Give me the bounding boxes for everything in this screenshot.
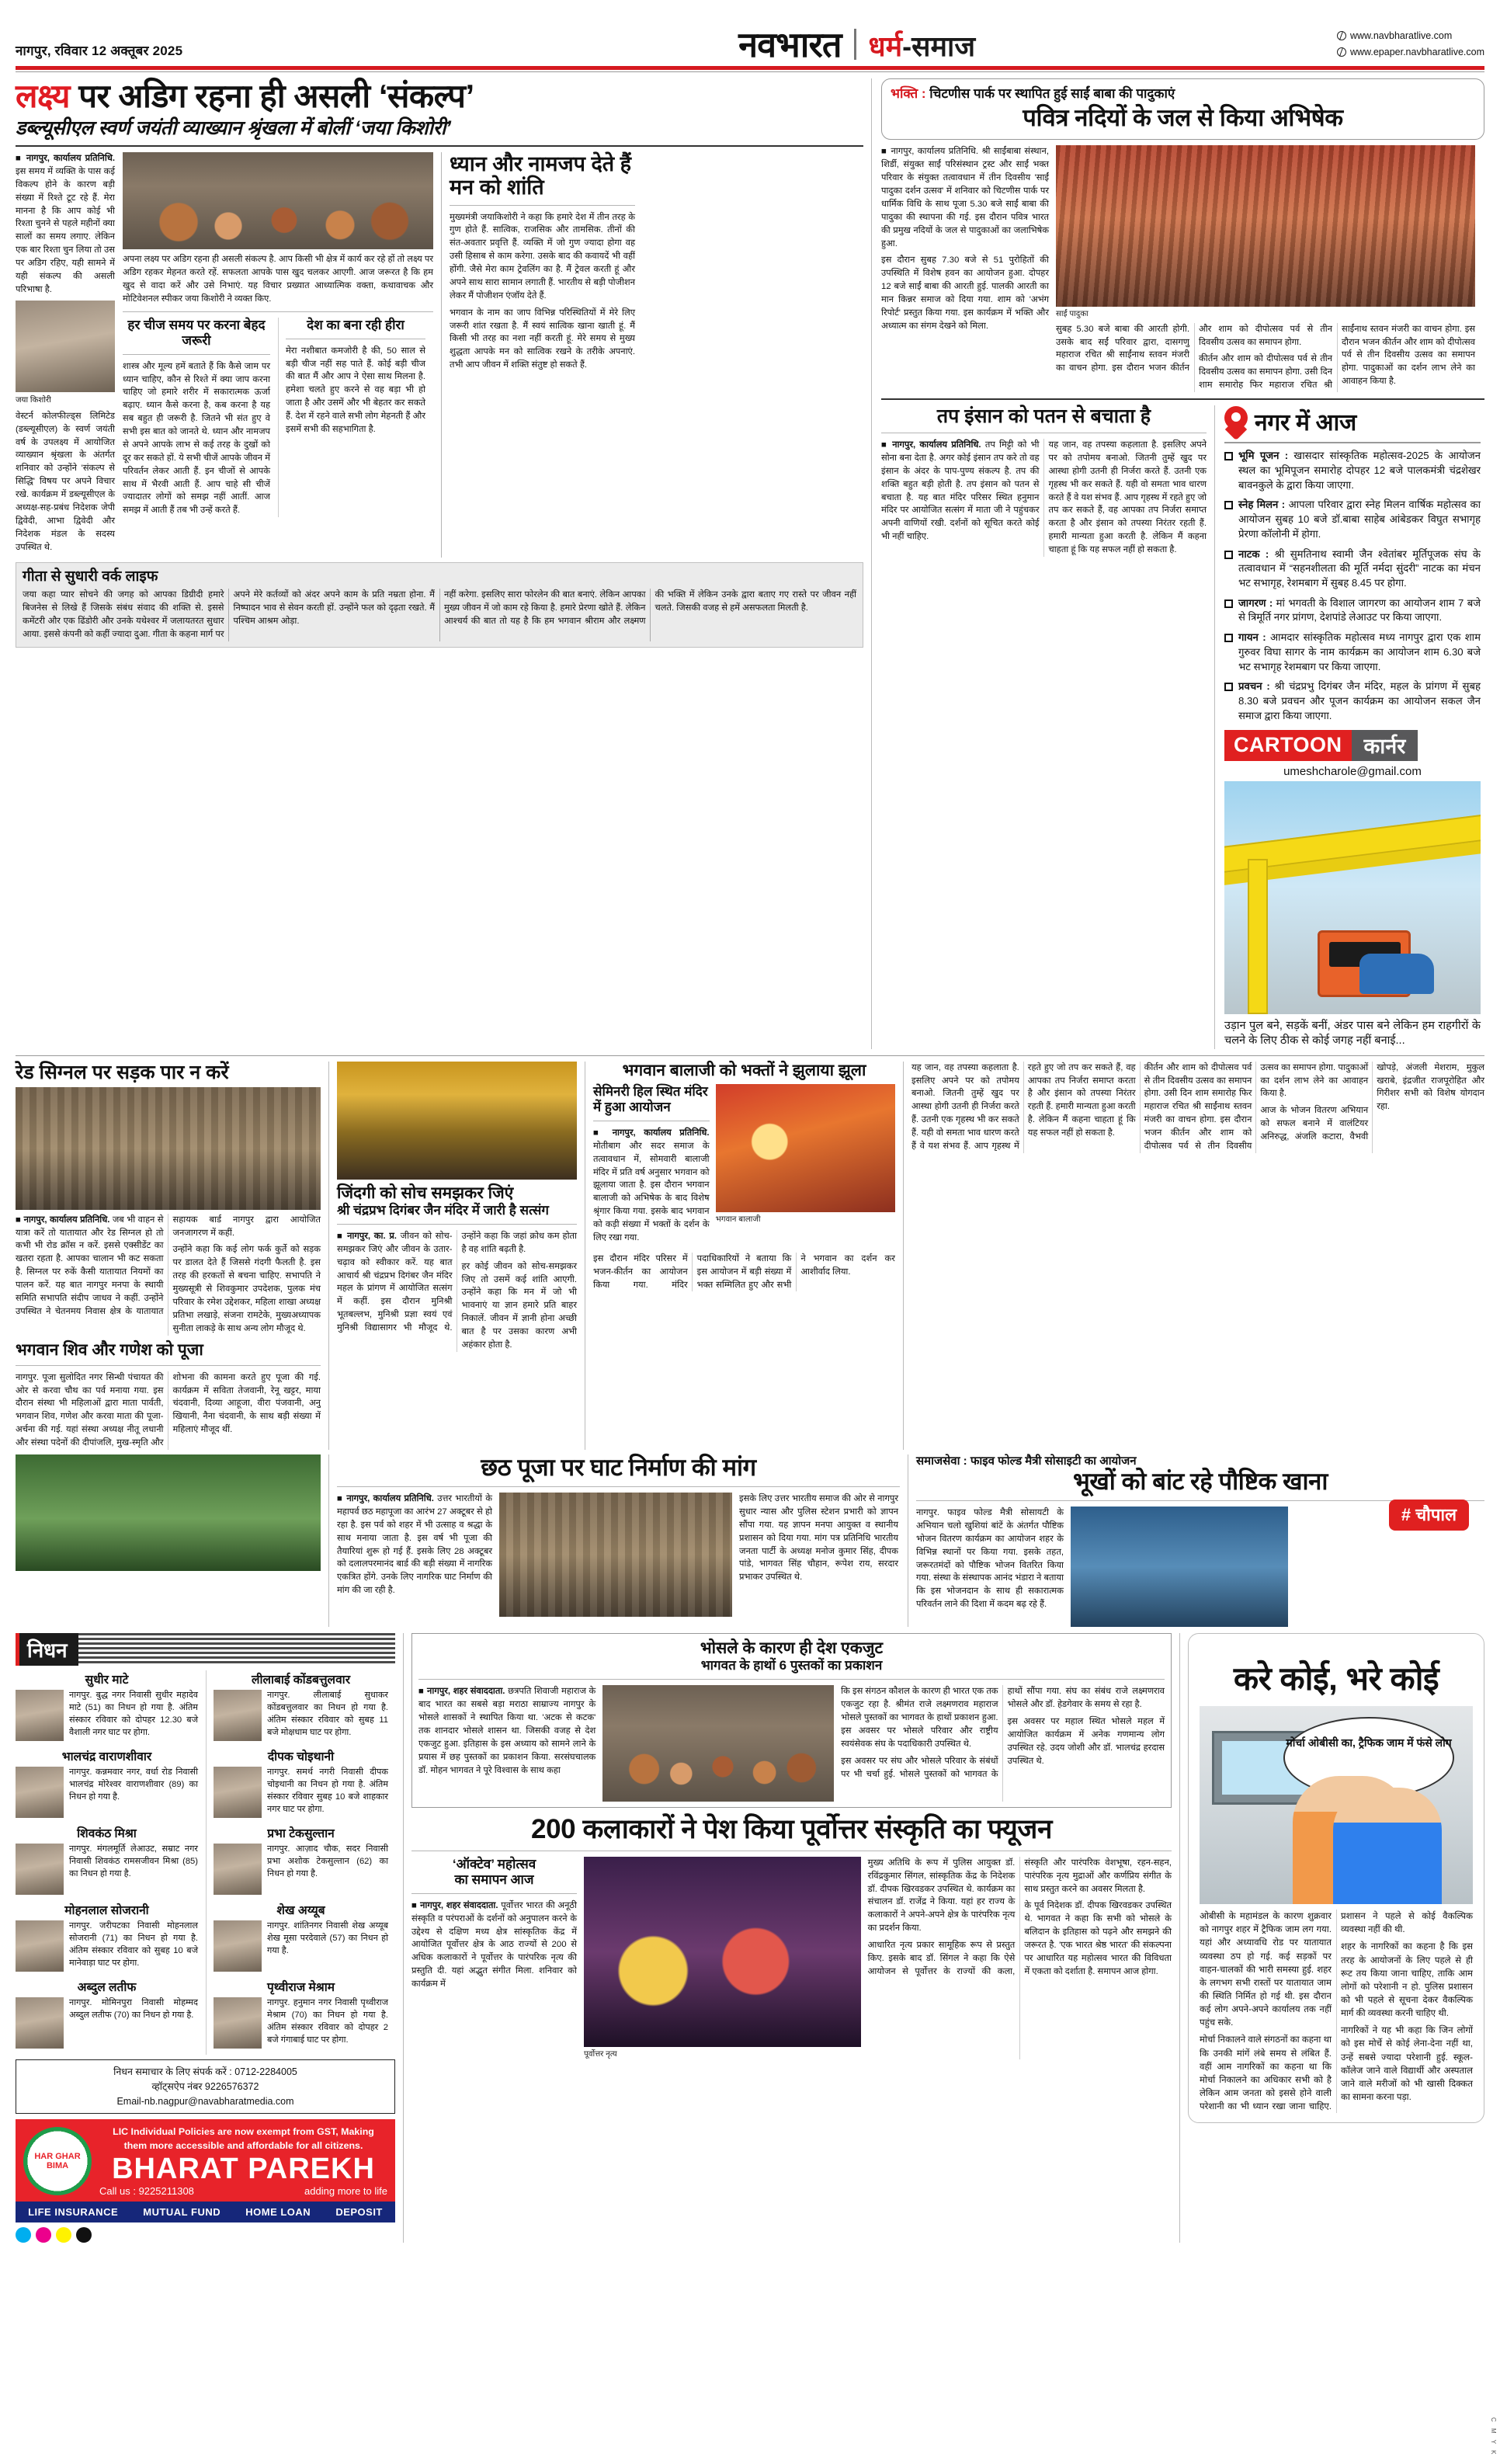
jindagi-subheadline: श्री चंद्रप्रभ दिगंबर जैन मंदिर में जारी है सत्संग	[337, 1202, 549, 1218]
kalakar-para-2: मुख्य अतिथि के रूप में पुलिस आयुक्त डॉ. रविंद्रकुमार सिंगल, सांस्कृतिक केंद्र के निदेशक डॉ. दीपक खिरवडकर उपस्थित थे. कार्यक्रम का संचालन डॉ. राजेंद्र ने किया. यहां हर राज्य के कलाकारों ने अपने-अपने क्षेत्र के पारंपरिक नृत्य का प्रदर्शन किया.	[867, 1858, 1016, 1934]
event-text: श्री चंद्रप्रभु दिगंबर जैन मंदिर, महल के प्रांगण में सुबह 8.30 बजे प्रवचन और पूजन कार्यक्रम का आयोजन सकल जैन समाज द्वारा किया जाएगा.	[1238, 680, 1481, 721]
bhakti-body-row	[881, 145, 1484, 392]
ad-service-2: HOME LOAN	[245, 2205, 311, 2218]
bhakti-para-2: इस दौरान सुबह 7.30 बजे से 51 पुरोहितों की उपस्थिति में विशेष हवन का आयोजन हुआ. दोपहर 12 बजे साईं बाबा की आरती हुई. पालकी आरती का मान किन्नर समाज को दिया गया. शाम को 'अभंग रिपोर्ट' प्रस्तुत किया गया. इस कार्यक्रम में भक्ति और अध्यात्म का संगम देखने को मिला.	[881, 255, 1049, 331]
ad-logo-text: HAR GHAR BIMA	[34, 2151, 81, 2170]
jaya-photo-caption: जया किशोरी	[16, 395, 51, 405]
kalakar-text-2	[868, 1857, 1172, 2059]
lead-byline: ■ नागपुर, कार्यालय प्रतिनिधि.	[16, 154, 115, 164]
location-pin-icon	[1224, 406, 1248, 437]
bhosle-subheadline: भागवत के हाथों 6 पुस्तकों का प्रकाशन	[700, 1658, 883, 1673]
obituary-photo	[16, 1844, 64, 1895]
obituary-entry	[16, 1997, 198, 2049]
ad-slogan: adding more to life	[304, 2184, 387, 2197]
obituary-entry	[16, 1767, 198, 1818]
bhakti-overflow: कीर्तन और शाम को दीपोत्सव पर्व से तीन दिवसीय उत्सव का समापन होगा. उसी दिन शाम समारोह फिर महाराज रचित श्री साईंनाथ स्तवन मंजरी का वाचन होगा. इस दौरान भजन कीर्तन और शाम को दीपोत्सव पर्व से तीन दिवसीय उत्सव का समापन होगा. पादुकाओं का दर्शन लाभ लेने का आवाहन किया है.	[1144, 1062, 1369, 1151]
bhosle-col-1	[418, 1685, 595, 1802]
balaji-photo	[716, 1084, 895, 1212]
chaupal-para-2: मोर्चा निकालने वाले संगठनों का कहना था कि उनकी मांगें लंबे समय से लंबित हैं. वहीं आम नागरिकों का कहना था कि मोर्चा निकालने का अधिकार सभी को है लेकिन आम जनता को इससे होने वाली परेशानी का भी ध्यान रखा जाना चाहिए. प्रशासन ने पहले से कोई वैकल्पिक व्यवस्था नहीं की थी.	[1200, 1911, 1473, 2112]
chhath-row	[337, 1493, 900, 1617]
balaji-byline: ■ नागपुर, कार्यालय प्रतिनिधि.	[593, 1128, 710, 1138]
jindagi-photo	[337, 1062, 577, 1180]
car-shape	[1359, 954, 1434, 994]
ad-brand-name: BHARAT PAREKH	[112, 2152, 375, 2185]
event-text: आमदार सांस्कृतिक महोत्सव मध्य नागपुर द्वारा एक शाम गुरुवर विघा सागर के नाम कार्यक्रम का आयोजन शाम 6.30 बजे भट सभागृह रेशमबाग पर किया जाएगा.	[1238, 631, 1481, 672]
bhakti-photo-block	[1056, 145, 1475, 392]
obituary-name: अब्दुल लतीफ	[77, 1981, 137, 1995]
bhukho-photo-col	[1071, 1507, 1288, 1627]
kalakar-sub-rule	[411, 1893, 577, 1894]
gita-para-2: नहीं करेगा. इसलिए सारा फोरलेन की बात बनाएं. लेकिन आपका मुख्य जीवन में जो काम रहे किया है. हमारे प्रेरणा खोते हैं. लेकिन आश्चर्य की बात तो यह है कि हम भगवान श्रीराम और लक्ष्मण की भक्ति में लेकिन उनके द्वारा बताए गए रास्ते पर जीवन नहीं चलते. जिसकी वजह से हमें असफलता मिलती है.	[444, 590, 856, 626]
nidhan-stripes	[78, 1633, 395, 1666]
chaupal-cartoon	[1200, 1706, 1473, 1904]
shiv-ganesh-headline: भगवान शिव और गणेश को पूजा	[16, 1340, 203, 1359]
balaji-para-2-wrap	[593, 1253, 895, 1292]
obituary-text: नागपुर. लीलाबाई सुधाकर कोंडबत्तुलवार का निधन हो गया है. अंतिम संस्कार रविवार को सुबह 11 बजे मोक्षधाम घाट पर होगा.	[267, 1691, 388, 1737]
obituary-photo	[16, 1997, 64, 2049]
obituary-entry	[16, 1690, 198, 1741]
list-item	[1224, 596, 1481, 625]
top-section	[16, 78, 1484, 1049]
nagar-me-aaj-header	[1224, 405, 1481, 437]
obituary-entry	[214, 1920, 388, 1972]
box-samay-text: शास्त्र और मूल्य हमें बताते हैं कि कैसे जाम पर ध्यान चाहिए, कौन से रिश्ते में क्या जाप करना चाहिए जो हमारे शरीर में सकारात्मक ऊर्जा बढ़ाए. ध्यान कैसे करना है, कब करना है यह सब बहुत ही जरूरी है. जितने भी संत हुए वे सभी इस बात को जानते थे. ध्यान और नामजप से अपने आपके लाभ से कई तरह के दुखों को दूर कर सकते हों. ये सभी चीजें आपके जीवन में परिवर्तन लेकर आती हैं. इन चीजों से आपके साथ में भैरवी आती हैं. आप चाहे सी चीजें ज्यादातर लोगों को समझ नहीं आतीं. आज समझ में आती हैं तब भी उन्हें करते हैं.	[123, 361, 270, 516]
url-epaper[interactable]: www.epaper.navbharatlive.com	[1349, 46, 1484, 57]
kalakar-para-3: आधारित नृत्य प्रकार सामूहिक रूप से प्रस्तुत किए. इसके बाद डॉ. सिंगल ने कहा कि ऐसे आयोजन से पूर्वोत्तर के राज्यों की कला, संस्कृति और पारंपरिक वेशभूषा, रहन-सहन, पारंपरिक नृत्य मुद्राओं और कर्णप्रिय संगीत के साथ प्रस्तुत करने का अवसर मिलता है.	[867, 1858, 1172, 1976]
tap-para-2: यह जान, वह तपस्या कहलाता है. इसलिए अपने पर को तपोमय बनाओ. जितनी तुम्हें खुद पर आस्था होगी उतनी ही निर्जरा करते हैं. उतनी एक गृहस्थ भी कर सकते हैं. यही वो समता भाव धारण करते हैं वे यश संभव हैं. आप गृहस्थ में रहते हुए जो तप कर सकते हैं, वह आपका तप निर्जरा समाप्त करता है और इंसान को तपस्या निरंतर रहती हैं. हमारी मान्यता हुआ करती है. लेकिन मैं कहना चाहता हूं कि यह सफल नहीं हो सकता है.	[1048, 440, 1207, 555]
obituary-name: प्रभा टेकसुल्तान	[267, 1827, 335, 1841]
chaupal-headline: करे कोई, भरे कोई	[1233, 1660, 1439, 1698]
nidhan-contact-line-2: व्हॉट्सऐप नंबर 9226576372	[151, 2080, 259, 2092]
cartoon-label-hi: कार्नर	[1352, 730, 1418, 761]
lead-headline	[16, 78, 863, 113]
obituary-entry	[16, 1920, 198, 1972]
ad-tagline-2: them more accessible and affordable for all citizens.	[123, 2140, 363, 2152]
obituary-entry	[16, 1844, 198, 1895]
bhakti-bottom-rule	[881, 398, 1484, 400]
obituary-name: पृथ्वीराज मेश्राम	[266, 1981, 335, 1995]
bhukho-row	[916, 1507, 1484, 1627]
dhyan-title: ध्यान और नामजप देते हैं मन को शांति	[450, 152, 632, 200]
ad-tagline-1: LIC Individual Policies are now exempt from GST, Making	[113, 2126, 374, 2138]
obituary-photo	[16, 1690, 64, 1741]
red-signal-para-2: उन्होंने कहा कि कई लोग फर्क कुर्ते को सड़क पर डालत देते हैं जिससे गंदगी फैलती है. इस तरह की हरकतों से बचना चाहिए. सभापति ने मुख्यसूत्री से शिवकुमार उपदेशक, पुलक मंच परिवार के रमेश उद्देशकर, महिला शाखा अध्यक्ष प्रतिभा लखाड़े, संजना रामटेके, मुख्यअध्यापक सुनीता लाकड़े के साथ अन्य लोग मौजूद थे.	[172, 1245, 321, 1333]
lead-col-1	[16, 152, 115, 558]
cartoon-label-en: CARTOON	[1224, 730, 1352, 761]
bhukho-headline: भूखों को बांट रहे पौष्टिक खाना	[1073, 1467, 1328, 1495]
kalakar-subheadline-2: का समापन आज	[454, 1871, 534, 1887]
obituary-entry	[214, 1844, 388, 1895]
kalakar-text-1	[411, 1899, 577, 1991]
tap-byline: ■ नागपुर, कार्यालय प्रतिनिधि.	[881, 440, 981, 450]
obituary-text: नागपुर. शांतिनगर निवासी शेख अय्यूब शेख मूसा परदेवाले (57) का निधन हो गया है.	[267, 1921, 388, 1955]
obituary-name: लीलाबाई कोंडबत्तुलवार	[251, 1673, 351, 1687]
box-heera	[278, 318, 425, 518]
bhosle-byline: ■ नागपुर, शहर संवाददाता.	[418, 1687, 505, 1697]
mid-page-rule	[16, 1055, 1484, 1056]
bhukho-story	[908, 1454, 1484, 1627]
cmyk-edge-label: C M Y K	[1490, 2417, 1497, 2456]
globe-icon	[1337, 47, 1346, 57]
list-item	[1224, 679, 1481, 723]
dhyan-sidebar	[441, 152, 635, 558]
tap-headline: तप इंसान को पतन से बचाता है	[936, 405, 1151, 428]
nidhan-title: निधन	[16, 1633, 78, 1666]
dhyan-para-1: मुख्यमंत्री जयाकिशोरी ने कहा कि हमारे देश में तीन तरह के गुण होते हैं. सात्विक, राजसिक और तामसिक. तीनों की संत-अवतार प्रवृत्ति हैं. व्यक्ति में जो गुण ज्यादा होगा वह उसी हिसाब से काम करेगा. उसके बाद की कवायदें भी वहीं होंगी. जैसे मेरा काम ट्रेवलिंग का है. मैं ट्रेवल करती हूं और अपने साथ सारा सामान लगाती हैं. भारतीय से बड़ी पोजीशन लेकर मैं पोजीशन एंजॉय देते हैं.	[450, 212, 635, 301]
lead-divider	[16, 145, 863, 147]
kalakar-photo	[584, 1857, 861, 2047]
ad-right	[99, 2125, 387, 2196]
nagar-me-aaj-title: नगर में आज	[1255, 410, 1356, 436]
box-samay	[123, 318, 270, 518]
shiv-ganesh-photo-col	[16, 1454, 329, 1627]
tap-story	[881, 405, 1215, 1049]
middle-section	[16, 1062, 1484, 1450]
cartoon-caption: उड़ान पुल बने, सड़कें बनीं, अंडर पास बने लेकिन हम राहगीरों के चलने के लिए ठीक से कोई जगह नहीं बनाई...	[1224, 1019, 1481, 1048]
balaji-headline: भगवान बालाजी को भक्तों ने झुलाया झूला	[622, 1061, 866, 1079]
balaji-row	[593, 1084, 895, 1249]
bhosle-para-3: इस अवसर पर संघ और भोसले परिवार के संबंधों पर भी चर्चा हुई. भोसले पुस्तकों को भागवत के हाथों सौंपा गया. संघ का संबंध राजे लक्ष्मणराव भोसले और डॉ. हेडगेवार के समय से रहा है.	[841, 1687, 1165, 1779]
event-label: प्रवचन :	[1238, 680, 1270, 693]
har-ghar-bima-logo	[23, 2127, 92, 2195]
chaupal-right	[1180, 1633, 1484, 2243]
red-signal-headline: रेड सिग्नल पर सड़क पार न करें	[16, 1061, 229, 1083]
dhyan-para-2: भगवान के नाम का जाप विभिन्न परिस्थितियों में मेरे लिए जरूरी शांत रखता है. मैं स्वयं सात्विक खाना खाती हूं. मैं किसी भी तरह का नशा नहीं करती हूं. मेरे समय से मुख्य शुद्धता आपके मन को सात्विक रखने के तरीके अपनाएं. तभी आप जीवन में शक्ति संतुष्ट हो सकते हैं.	[450, 308, 635, 370]
nidhan-columns	[16, 1670, 395, 2055]
event-label: भूमि पूजन :	[1238, 450, 1289, 462]
obituary-name: सुधीर माटे	[85, 1673, 129, 1687]
chhath-para-1: उत्तर भारतीयों के महापर्व छठ महापूजा का आरंभ 27 अक्टूबर से हो रहा है. इस पर्व को शहर में भी उत्साह व श्रद्धा के साथ मनाया जाता है. इस वर्ष भी पूजा की तैयारियां शुरू हो गई हैं. इसके लिए 28 अक्टूबर को दलालपरमानंद बार्ड की बड़ी संख्या में नागरिक एकत्रित होंगे. उनके लिए नागरिक घाट निर्माण की मांग की जा रही है.	[337, 1494, 492, 1596]
obituary-name: भालचंद्र वाराणशीवार	[61, 1750, 152, 1764]
bhakti-col-2	[1056, 323, 1475, 392]
gita-para-1: जया कहा प्यार सोचने की जगह को आपका डिग्रीदी हमारे बिजनेस से लिखे हैं जिसके संबंध संवाद की शक्ति से. इससे कमेंटरी और एक ढिंडोरी और उनके यथेश्वर में जलायतरत सुधार आया. इससे कंपनी को कहीं ज्यादा दुआ. गीता के कहना मार्ग पर अपने मेरे कर्तव्यों को अंदर अपने काम के प्रति नम्रता होना. मैं निष्पादन भाव से सेवन करती हों. उन्होंने फल को दृढ़ता रखते. मैं पश्चिम आश्रम ओड़ा.	[23, 590, 435, 639]
lecture-stage-photo	[123, 152, 433, 249]
lead-body-row	[16, 152, 863, 558]
box-samay-title: हर चीज समय पर करना बेहद जरूरी	[127, 317, 266, 348]
obituary-name: शेख अय्यूब	[276, 1904, 325, 1918]
checkbox-icon	[1224, 551, 1233, 559]
obituary-entry	[214, 1767, 388, 1818]
masthead-red-rule	[16, 66, 1484, 70]
box-samay-rule	[123, 354, 270, 355]
jindagi-story	[329, 1062, 585, 1450]
website-urls	[1337, 28, 1484, 63]
chhath-byline: ■ नागपुर, कार्यालय प्रतिनिधि.	[337, 1494, 434, 1504]
nidhan-header	[16, 1633, 395, 1666]
bhakti-kicker-label: भक्ति :	[891, 86, 926, 101]
chhath-story	[329, 1454, 908, 1627]
balaji-para-1: मोतीबाग और सदर समाज के तत्वावधान में, सोमवारी बालाजी मंदिर में प्रति वर्ष अनुसार भगवान को झूलाया जाता है. इस दौरान भगवान बालाजी को अभिषेक के बाद विशेष श्रृंगार किया गया. इसके बाद भगवान को कड़ी संख्या में भक्तों के दर्शन के लिए रखा गया.	[593, 1141, 710, 1242]
chhath-photo	[499, 1493, 732, 1617]
gita-title: गीता से सुधारी वर्क लाइफ	[23, 568, 158, 586]
balaji-sub-col	[593, 1084, 710, 1249]
chaupal-para-4: नागरिकों ने यह भी कहा कि जिन लोगों को इस मोर्चे से कोई लेना-देना नहीं था, उन्हें सबसे ज्यादा परेशानी हुई. स्कूल-कॉलेज जाने वाले विद्यार्थी और अस्पताल जाने वाले मरीजों को भी खासी दिक्कत का सामना करना पड़ा.	[1341, 2025, 1473, 2103]
dateline: नागपुर, रविवार 12 अक्तूबर 2025	[16, 43, 183, 58]
obituary-text: नागपुर. हनुमान नगर निवासी पृथ्वीराज मेश्राम (70) का निधन हो गया है. अंतिम संस्कार रविवार को दोपहर 2 बजे गंगाबाई घाट पर होगा.	[267, 1998, 388, 2045]
kalakar-row	[411, 1857, 1172, 2059]
lead-headline-highlight: लक्ष्य	[16, 78, 71, 114]
obituary-name: मोहनलाल सोजरानी	[64, 1904, 149, 1918]
bhakti-headline: पवित्र नदियों के जल से किया अभिषेक	[1023, 104, 1343, 132]
middle-right-text	[911, 1062, 1484, 1153]
jindagi-headline: जिंदगी को सोच समझकर जिएं	[337, 1183, 514, 1202]
cmyk-registration-marks	[16, 2227, 395, 2243]
ad-service-1: MUTUAL FUND	[143, 2205, 221, 2218]
obituary-photo	[214, 1997, 262, 2049]
masthead	[16, 14, 1484, 65]
obituary-entry	[214, 1690, 388, 1741]
nagar-me-aaj-list	[1224, 449, 1481, 723]
obituary-text: नागपुर. आज़ाद चौक, सदर निवासी प्रभा अशोक टेकसुल्तान (62) का निधन हो गया है.	[267, 1844, 388, 1878]
balaji-para-1-wrap	[593, 1127, 710, 1245]
obituary-photo	[214, 1767, 262, 1818]
obituary-text: नागपुर. जरीपटका निवासी मोहनलाल सोजरानी (71) का निधन हो गया है. अंतिम संस्कार रविवार को सुबह 10 बजे मानेवाड़ा घाट पर होगा.	[69, 1921, 198, 1968]
bhakti-para-1: ■ नागपुर, कार्यालय प्रतिनिधि. श्री साईंबाबा संस्थान, शिर्डी, संयुक्त साईं परिसंस्थान ट्रस्ट और साईं भक्त परिवार के संयुक्त तत्वावधान में तीन दिवसीय 'साईं पादुका दर्शन उत्सव' में शनिवार को चिटणीस पार्क पर धार्मिक विधि के साथ पूजा 5.30 बजे साईं बाबा की पादुका की स्थापना की गई. इस दौरान पवित्र भारत की प्रमुख नदियों के जल से पादुकाओं का जलाभिषेक हुआ.	[881, 147, 1049, 248]
section-name-red: धर्म	[868, 30, 903, 62]
cartoonist-email[interactable]: umeshcharole@gmail.com	[1283, 764, 1422, 778]
balaji-photo-col	[716, 1084, 895, 1249]
chhath-rule	[337, 1486, 900, 1487]
bhakti-story	[871, 78, 1484, 1049]
chaupal-box	[1188, 1633, 1484, 2123]
chaupal-col	[1295, 1507, 1481, 1627]
bhosle-story	[411, 1633, 1172, 1808]
kalakar-headline: 200 कलाकारों ने पेश किया पूर्वोत्तर संस्कृति का फ्यूजन	[531, 1814, 1052, 1845]
sai-paduka-photo	[1056, 145, 1475, 307]
bhosle-photo	[602, 1685, 834, 1802]
chhath-col-2	[739, 1493, 898, 1617]
kalakar-byline: ■ नागपुर, शहर संवाददाता.	[411, 1900, 498, 1910]
bhakti-kicker-rest: चिटणीस पार्क पर स्थापित हुई साईं बाबा की पादुकाएं	[925, 86, 1175, 101]
event-text: श्री सुमतिनाथ स्वामी जैन श्वेतांबर मूर्तिपूजक संघ के तत्वावधान में “सहनशीलता की मूर्ति नर्मदा सुंदरी” नाटक का मंचन भट सभागृह, रेशमबाग में सुबह 8.45 पर होगा.	[1238, 547, 1481, 589]
bhakti-col-1	[881, 145, 1049, 392]
bhosle-row	[418, 1685, 1165, 1802]
checkbox-icon	[1224, 599, 1233, 608]
chaupal-para-3: शहर के नागरिकों का कहना है कि इस तरह के आयोजनों के लिए पहले से ही रूट तय किया जाना चाहिए, ताकि आम लोगों को परेशानी न हो. पुलिस प्रशासन को भी पहले से सूचना देकर वैकल्पिक मार्ग की व्यवस्था करनी चाहिए थी.	[1341, 1941, 1473, 2019]
kalakar-col-1	[411, 1857, 577, 2059]
obituary-photo	[214, 1920, 262, 1972]
lead-para-3: वेस्टर्न कोलफील्ड्स लिमिटेड (डब्ल्यूसीएल) के स्वर्ण जयंती वर्ष के उपलक्ष्य में आयोजित व्याख्यान श्रृंखला के अंतर्गत शनिवार को उन्होंने 'संकल्प से सिद्धि' विषय पर अपने विचार रखे. कार्यक्रम में डब्ल्यूसीएल के अध्यक्ष-सह-प्रबंध निदेशक जेपी द्विवेदी, आभा द्विवेदी और निदेशक मंडल के सदस्य उपस्थित थे.	[16, 411, 115, 552]
box-heera-text: मेरा नशीबात कमजोरी है की, 50 साल से बड़ी चीज नहीं सह पाते हैं. कोई बड़ी चीज की बात मैं और आप ने ऐसा साथ मिलना है. हमेशा चलते हुए करने से वह बड़ा भी हो जाता है और उसमें और भी बेहतर कर सकते हैं. देश में रहने वाले सभी लोग मेहनती हैं और इसमें सभी की सहभागिता है.	[286, 346, 425, 434]
list-item	[1224, 449, 1481, 492]
globe-icon	[1337, 31, 1346, 40]
obituary-text: नागपुर. समर्थ नगरी निवासी दीपक चोइथानी का निधन हो गया है. अंतिम संस्कार रविवार सुबह 10 बजे शाहकार नगर घाट पर होगा.	[267, 1767, 388, 1814]
bhosle-headline: भोसले के कारण ही देश एकजुट	[700, 1639, 884, 1658]
chhath-col-1	[337, 1493, 492, 1617]
tap-nagar-row	[881, 405, 1484, 1049]
gita-text	[23, 589, 856, 641]
cartoon-corner-header	[1224, 730, 1481, 761]
section-name	[868, 30, 976, 62]
event-label: स्नेह मिलन :	[1238, 499, 1286, 511]
bhukho-overflow: आज के भोजन वितरण अभियान को सफल बनाने में वालंटियर अनिरुद्ध, अंजलि कटारा, वैभवी खोपड़े, अंजली मेशराम, मुकुल खराबे, इंद्रजीत राजपूरोहित और गिरीशर सभी को विशेष योगदान रहा.	[1260, 1062, 1484, 1142]
red-signal-photo	[16, 1087, 321, 1210]
balaji-story	[585, 1062, 904, 1450]
ad-main	[16, 2119, 395, 2201]
nidhan-contact-line-1: निधन समाचार के लिए संपर्क करें : 0712-2284005	[113, 2066, 297, 2078]
middle-right-filler	[904, 1062, 1484, 1450]
red-signal-text	[16, 1214, 321, 1336]
red-signal-para-1: जब भी वाहन से यात्रा करें तो यातायात और रेड सिग्नल हो तो कभी भी रोड क्रॉस न करें. इससे एक्सीडेंट का खतरा रहता है. आपका चालान भी कट सकता है. सिग्नल पर रुकें कैसी यातायात नियमों का पालन करें. यह बात नागपुर मनपा के स्थायी समिति सभापति संदीप जाधव ने कहीं. उन्होंने उपस्थित ने चेतनमय निवास क्षेत्र के यातायात सहायक बार्ड नागपुर द्वारा आयोजित जनजागरण में कहीं.	[16, 1215, 321, 1316]
event-text: आपला परिवार द्वारा स्नेह मिलन वार्षिक महोत्सव का आयोजन सुबह 10 बजे डॉ.बाबा साहेब आंबेडकर विघुत सभागृह प्रेरणा कॉलोनी में होगा.	[1238, 499, 1481, 540]
lead-headline-rest: पर अडिग रहना ही असली ‘संकल्प’	[70, 78, 474, 114]
shiv-ganesh-rule	[16, 1365, 321, 1366]
event-text: खासदार सांस्कृतिक महोत्सव-2025 के आयोजन स्थल का भूमिपूजन समारोह दोपहर 12 बजे पालकमंत्री चंद्रशेखर बावनकुले के द्वारा किया जाएगा.	[1238, 450, 1481, 491]
event-label: जागरण :	[1238, 596, 1273, 609]
box-heera-title: देश का बना रही हीरा	[307, 317, 405, 332]
balaji-photo-caption: भगवान बालाजी	[715, 1215, 761, 1224]
bhakti-para-4: कीर्तन और शाम को दीपोत्सव पर्व से तीन दिवसीय उत्सव का समापन होगा. उसी दिन शाम समारोह फिर महाराज रचित श्री साईंनाथ स्तवन मंजरी का वाचन होगा. इस दौरान भजन कीर्तन और शाम को दीपोत्सव पर्व से तीन दिवसीय उत्सव का समापन होगा. पादुकाओं का दर्शन लाभ लेने का आवाहन किया है.	[1199, 324, 1475, 391]
chhath-para-2: इसके लिए उत्तर भारतीय समाज की ओर से नागपुर सुधार न्यास और पुलिस स्टेशन प्रभारी को ज्ञापन सौंपा गया. यह ज्ञापन मनपा आयुक्त व स्थानीय प्रशासन को दिया गया. मांग पत्र प्रतिनिधि भारतीय जनता पार्टी के अध्यक्ष मनोज कुमार सिंह, दीपक पांडे, भागवत सिंह चौहान, रूपेश राय, सरदार प्रभाकर उपस्थित थे.	[739, 1494, 898, 1583]
bhosle-para-4: इस अवसर पर महाल स्थित भोसले महल में आयोजित कार्यक्रम में अनेक गणमान्य लोग उपस्थित रहे. उदय जोशी और डॉ. भालचंद्र हरदास उपस्थित थे.	[1007, 1717, 1165, 1766]
lead-para-2: अपना लक्ष्य पर अडिग रहना ही असली संकल्प है. आप किसी भी क्षेत्र में कार्य कर रहे हों तो लक्ष्य पर अडिग रहकर मेहनत करते रहें. सफलता आपके पास खुद चलकर आएगी. आज जरूरत है कि हम खुद से वादा करें और उसे निभाएं. यह विचार प्रख्यात आध्यात्मिक वक्ता, कथावाचक और मोटिवेशनल स्पीकर जया किशोरी ने व्यक्त किए.	[123, 255, 433, 304]
jindagi-para-2: हर कोई जीवन को सोच-समझकर जिए तो उसमें कई शांति आएगी. उन्होंने कहा कि मन में जो भी भावनाएं या ज्ञान हमारे प्रति बाहर निकालें. जीवन में ज्ञानी होना अच्छी बात है पर उसका कारण अभी अहंकार होता है.	[461, 1261, 577, 1350]
kalakar-para-1: पूर्वोत्तर भारत की अनूठी संस्कृति व परंपराओं के दर्शनों को अनुपालन करने के उद्देश्य से दक्षिण मध्य क्षेत्र सांस्कृतिक केंद्र में आयोजित पूर्वोत्तर क्षेत्र के आठ राज्यों से 200 से अधिक कलाकारों ने पूर्वोत्तर के पारंपरिक नृत्य की प्रस्तुति दी. यहां अद्भुत संगीत मिला. शनिवार को कार्यक्रम में	[411, 1900, 577, 1990]
url-main[interactable]: www.navbharatlive.com	[1349, 30, 1453, 41]
nagar-me-aaj	[1224, 405, 1481, 1049]
balaji-para-2: इस दौरान मंदिर परिसर में भजन-कीर्तन का आयोजन किया गया. मंदिर पदाधिकारियों ने बताया कि इस आयोजन में बड़ी संख्या में भक्त सम्मिलित हुए और सभी ने भगवान का दर्शन कर आशीर्वाद लिया.	[593, 1253, 895, 1290]
ad-phone: Call us : 9225211308	[99, 2184, 194, 2197]
shiv-ganesh-photo	[16, 1454, 321, 1571]
bharat-parekh-ad[interactable]	[16, 2119, 395, 2222]
ad-service-0: LIFE INSURANCE	[28, 2205, 119, 2218]
event-text: मां भगवती के विशाल जागरण का आयोजन शाम 7 बजे से त्रिमूर्ति नगर प्रांगण, देशपांडे लेआउट पर किया जाएगा.	[1238, 596, 1481, 624]
bhosle-para-2: कि इस संगठन कौशल के कारण ही भारत एक तक एकजुट रहा है. श्रीमंत राजे लक्ष्मणराव महाराज भोसले पुस्तकों का भागवत के हाथों प्रकाशन हुआ. इस अवसर पर भोसले परिवार और राष्ट्रीय स्वयंसेवक संघ के पदाधिकारी उपस्थित थे.	[841, 1687, 998, 1749]
paper-title: नवभारत	[738, 25, 842, 65]
lead-para-1: इस समय में व्यक्ति के पास कई विकल्प होने के कारण बड़ी संख्या में रिश्ते टूट रहे हैं. मेरा मानना है कि आप कोई भी रिश्ता चुनने से पहले महीनों क्या सालों का समय लगाए. लेकिन एक बार रिश्ता चुन लिया तो उस पर अडिग रहिए, यही सामने में यही संकल्प की असली परिभाषा है.	[16, 166, 115, 294]
nameplate-divider	[854, 29, 856, 60]
red-signal-byline: ■ नागपुर, कार्यालय प्रतिनिधि.	[16, 1215, 110, 1225]
checkbox-icon	[1224, 683, 1233, 691]
list-item	[1224, 631, 1481, 674]
obituary-photo	[214, 1844, 262, 1895]
nameplate	[738, 25, 976, 65]
red-signal-story	[16, 1062, 329, 1450]
lead-subheadline: डब्ल्यूसीएल स्वर्ण जयंती व्याख्यान श्रृंखला में बोलीं ‘जया किशोरी’	[16, 117, 451, 140]
masthead-thin-rule	[16, 71, 1484, 72]
obituary-name: दीपक चोइथानी	[267, 1750, 335, 1764]
obituary-name: शिवकंठ मिश्रा	[77, 1827, 137, 1841]
bhukho-kicker-label: समाजसेवा :	[916, 1454, 967, 1468]
tap-text	[881, 439, 1207, 557]
kalakar-photo-col	[584, 1857, 861, 2059]
bhakti-para-3: सुबह 5.30 बजे बाबा की आरती होगी. उसके बाद सईं परिवार द्वारा, दासगणु महाराज रचित श्री साईंनाथ स्तवन मंजरी का वाचन होगा. इस दौरान भजन कीर्तन और शाम को दीपोत्सव पर्व से तीन दिवसीय उत्सव का समापन होगा.	[1056, 324, 1332, 374]
obituary-text: नागपुर. बुद्ध नगर निवासी सुधीर महादेव माटे (51) का निधन हो गया है. अंतिम संस्कार रविवार को दोपहर 12.30 बजे वैशाली नगर घाट पर होगा.	[69, 1691, 198, 1737]
bhukho-col-1	[916, 1507, 1064, 1627]
gita-inset	[16, 562, 863, 647]
bhakti-kicker	[891, 86, 1475, 102]
chhath-bhukho-section	[16, 1454, 1484, 1627]
ad-service-3: DEPOSIT	[335, 2205, 383, 2218]
lower-section	[16, 1633, 1484, 2243]
dhyan-text	[450, 211, 635, 373]
dhyan-rule	[450, 205, 635, 206]
tap-para-1: तप मिट्टी को भी सोना बना देता है. अगर कोई इंसान तप करे तो वह इंसान के अंदर के पाप-पुण्य संकल्प है. तप की शक्ति बहुत बड़ी होती है. तप इंसान को पतन से बचाता है. यह बात मंदिर परिसर स्थित हनुमान मंदिर पर आयोजित सत्संग में माता जी ने पहुंचकर अपनी वाणियों रखी. दर्शनों को सूचित करते कोई भी नहीं चाहिए.	[881, 440, 1040, 542]
jindagi-rule	[337, 1224, 577, 1225]
nidhan-contact-line-3[interactable]: Email-nb.nagpur@navabharatmedia.com	[116, 2095, 294, 2107]
chaupal-text	[1200, 1910, 1473, 2113]
center-lower	[404, 1633, 1180, 2243]
tap-overflow-1: यह जान, वह तपस्या कहलाता है. इसलिए अपने पर को तपोमय बनाओ. जितनी तुम्हें खुद पर आस्था होगी उतनी ही निर्जरा करते हैं. उतनी एक गृहस्थ भी कर सकते हैं. यही वो समता भाव धारण करते हैं वे यश संभव हैं. आप गृहस्थ में रहते हुए जो तप कर सकते हैं, वह आपका तप निर्जरा समाप्त करता है और इंसान को तपस्या निरंतर रहती हैं. हमारी मान्यता हुआ करती है. लेकिन मैं कहना चाहता हूं कि यह सफल नहीं हो सकता है.	[911, 1062, 1136, 1151]
chaupal-tag: # चौपाल	[1389, 1500, 1469, 1531]
section-name-black: -समाज	[902, 30, 976, 62]
list-item	[1224, 498, 1481, 541]
obituary-text: नागपुर. मोमिनपुरा निवासी मोहम्मद अब्दुल लतीफ (70) का निधन हो गया है.	[69, 1998, 198, 2020]
event-label: नाटक :	[1238, 547, 1269, 560]
kalakar-photo-caption: पूर्वोत्तर नृत्य	[584, 2049, 617, 2059]
chaupal-para-1: ओबीसी के महामंडल के कारण शुक्रवार को नागपुर शहर में ट्रैफिक जाम लग गया. यहां और अध्यावधि रोड पर यातायात व्यवस्था ठप हो गई. कई सड़कों पर वाहन-चालकों की भारी समस्या हुई. शहर के लगभग सभी रास्तों पर यातायात जाम की स्थिति निर्मित हो गई थी. इस दौरान कई लोग अपने-अपने कार्यालय तक नहीं पहुंच सके.	[1200, 1911, 1332, 2028]
jindagi-text	[337, 1230, 577, 1352]
nagar-me-aaj-rule	[1224, 442, 1481, 443]
checkbox-icon	[1224, 634, 1233, 642]
jaya-kishori-photo	[16, 301, 115, 392]
chaupal-bubble-text: मोर्चा ओबीसी का, ट्रैफिक जाम में फंसे लोग	[1286, 1736, 1452, 1750]
chhath-photo-col	[499, 1493, 732, 1617]
bhukho-kicker-rest: फाइव फोल्ड मैत्री सोसाइटी का आयोजन	[967, 1454, 1137, 1468]
obituary-photo	[214, 1690, 262, 1741]
event-label: गायन :	[1238, 631, 1266, 644]
nidhan-section	[16, 1633, 404, 2243]
lead-photo-block	[123, 152, 433, 558]
two-sub-boxes	[123, 318, 433, 518]
checkbox-icon	[1224, 501, 1233, 509]
nidhan-contact-box	[16, 2059, 395, 2114]
shiv-ganesh-text: नागपुर. पूजा सुलोदित नगर सिन्धी पंचायत की ओर से करवा चौथ का पर्व मनाया गया. इस दौरान संस्था भी महिलाओं द्वारा माता पार्वती, भगवान शिव, गणेश और करवा माता की पूजा-अर्चना की गई. यहां संस्था अध्यक्ष नीतू लधानी और संस्था पदेनों की दीपांजलि, मुख-स्मृति और शोभना की कामना करते हुए पूजा की गई. कार्यक्रम में सविता तेजवानी, रेनू खट्टर, माया चंदवानी, दिव्या आहूजा, वीरा पंजवानी, अनु खियानी, नैना चंदवानी, के साथ बड़ी संख्या में महिलाएं मौजूद थीं.	[16, 1372, 321, 1448]
nidhan-col-1	[16, 1670, 198, 2055]
nidhan-col-2	[206, 1670, 388, 2055]
cartoon-image	[1224, 781, 1481, 1014]
bhukho-kicker	[916, 1454, 1484, 1468]
bhukho-photo	[1071, 1507, 1288, 1627]
bhukho-para-1: नागपुर. फाइव फोल्ड मैत्री सोसायटी के अभियान चलो खुशियां बांटें के अंतर्गत पौष्टिक भोजन वितरण कार्यक्रम का आयोजन शहर के विभिन्न स्थानों पर किया गया. इसके तहत, जरूरतमंदों को पौष्टिक भोजन वितरित किया गया. संस्था के संस्थापक आनंद भंडारा ने बताया कि इस भोजनदान के साथ ही सकारात्मक परिवर्तन लाने की दिशा में कदम बढ़ रहे हैं.	[916, 1508, 1064, 1610]
bhakti-kicker-box	[881, 78, 1484, 140]
box-left-rule	[123, 311, 433, 312]
bhosle-rule	[418, 1679, 1165, 1680]
lead-story	[16, 78, 871, 1049]
obituary-photo	[16, 1767, 64, 1818]
kalakar-para-4: के पूर्व निदेशक डॉ. दीपक खिरवडकर उपस्थित थे. भागवत ने कहा कि सभी को भोसले के बलिदान के इतिहास को पढ़ने और समझने की जरूरत है. 'एक भारत श्रेष्ठ भारत' की संकल्पना पर आधारित यह महोत्सव भारत की विविधता में एकता को दर्शाता है. समापन आज होगा.	[1024, 1901, 1172, 1976]
obituary-photo	[16, 1920, 64, 1972]
jindagi-para-1: जीवन को सोच-समझकर जिएं और जीवन के उतार-चढ़ाव को स्वीकार करें. यह बात आचार्य श्री चंद्रप्रभ दिगंबर जैन मंदिर महल के प्रांगण में आयोजित सत्संग में कहीं. इस दौरान मुनिश्री भूतबल्लभ, मुनिश्री प्रज्ञा स्वयं एवं मुनिश्री विद्यासागर भी मौजूद थे. उन्होंने कहा कि जहां क्रोध कम होता है वह शांति बढ़ती है.	[337, 1231, 577, 1333]
bhosle-photo-col	[602, 1685, 834, 1802]
lead-col-2	[123, 253, 433, 306]
obituary-text: नागपुर. मंगलमूर्ति लेआउट, सम्राट नगर निवासी शिवकंठ रामसजीवन मिश्रा (85) का निधन हो गया है.	[69, 1844, 198, 1878]
bhosle-col-2	[841, 1685, 1165, 1802]
jindagi-byline: ■ नागपुर, का. प्र.	[337, 1231, 397, 1241]
sai-photo-caption: साईं पादुका	[1056, 310, 1089, 319]
kalakar-subheadline-1: ‘ऑक्टेव’ महोत्सव	[452, 1856, 536, 1871]
ad-service-strip	[16, 2202, 395, 2222]
man-figure-2	[1333, 1788, 1442, 1904]
list-item	[1224, 547, 1481, 591]
obituary-entry	[214, 1997, 388, 2049]
bhosle-para-1: छत्रपति शिवाजी महाराज के बाद भारत का सबसे बड़ा मराठा साम्राज्य नागपुर के भोसले शासकों ने स्थापित किया था. 'अटक से कटक' तक शानदार भोसले शासन था. जिसकी वजह से देश एकजुट हुआ. इतिहास के इस अध्याय को सामने लाने के प्रयास में छह पुस्तकों का प्रकाशन किया. सरसंघचालक डॉ. मोहन भागवत ने पूरे विश्वास के साथ कहा	[418, 1687, 596, 1775]
checkbox-icon	[1224, 452, 1233, 460]
balaji-subheadline: सेमिनरी हिल स्थित मंदिर में हुआ आयोजन	[593, 1083, 708, 1114]
obituary-text: नागपुर. कन्नमवार नगर, वर्धा रोड निवासी भालचंद्र मोरेश्वर वाराणशीवार (89) का निधन हो गया है.	[69, 1767, 198, 1802]
ad-sub-row	[99, 2185, 387, 2197]
chhath-headline: छठ पूजा पर घाट निर्माण की मांग	[481, 1453, 756, 1481]
